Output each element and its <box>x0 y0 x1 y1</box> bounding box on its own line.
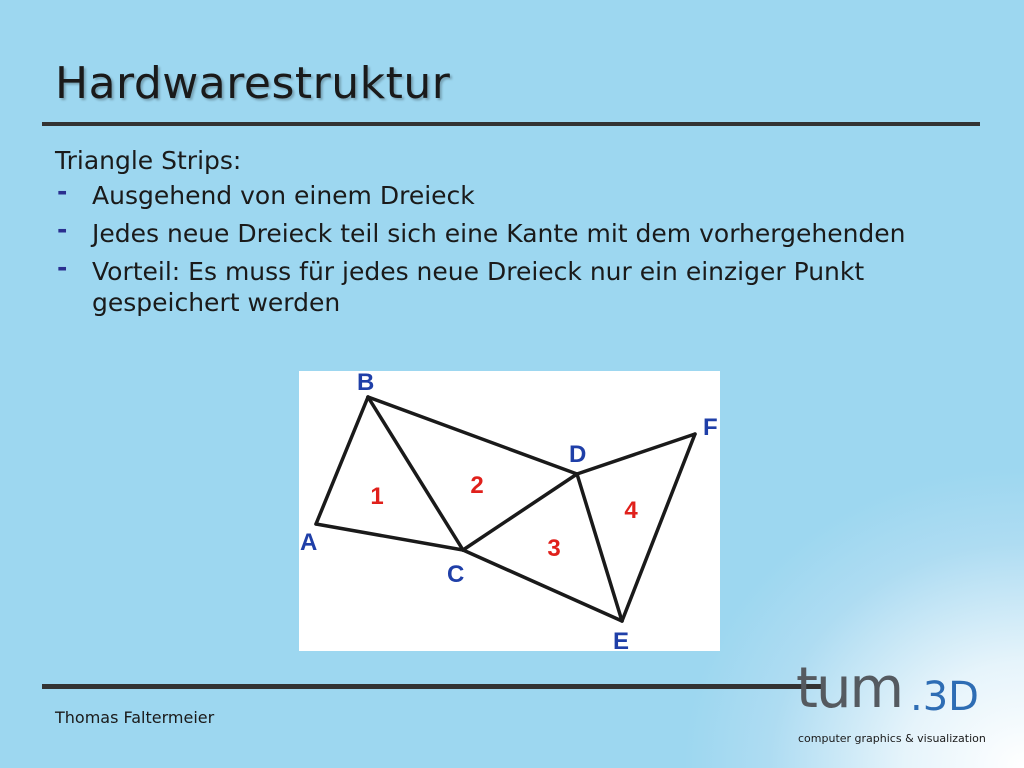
intro-text: Triangle Strips: <box>55 146 242 175</box>
vertex-label-a: A <box>300 529 318 556</box>
edge-BD <box>368 397 577 474</box>
bullet-item <box>55 253 955 318</box>
vertex-label-d: D <box>569 441 587 468</box>
bullet-dash-icon: - <box>57 215 68 244</box>
vertex-label-c: C <box>447 561 465 588</box>
logo-tagline: computer graphics & visualization <box>798 732 986 745</box>
tum3d-logo <box>796 656 996 754</box>
footer-divider <box>42 684 822 689</box>
edge-AC <box>316 524 463 550</box>
bullet-item <box>55 177 955 211</box>
slide-content <box>55 145 955 325</box>
logo-wordmark: tum <box>796 656 902 721</box>
edge-AB <box>316 397 368 524</box>
triangle-label-4: 4 <box>624 497 638 524</box>
bullet-dash-icon: - <box>57 253 68 282</box>
triangle-label-2: 2 <box>470 472 484 499</box>
triangle-strip-diagram <box>299 371 720 651</box>
author-name: Thomas Faltermeier <box>55 708 215 727</box>
vertex-label-f: F <box>703 414 718 441</box>
vertex-label-e: E <box>613 628 630 651</box>
bullet-text: Jedes neue Dreieck teil sich eine Kante mit dem vorhergehenden <box>92 219 906 248</box>
vertex-label-b: B <box>357 371 375 396</box>
triangle-strip-svg <box>299 371 720 651</box>
title-divider <box>42 122 980 126</box>
edge-BC <box>368 397 463 550</box>
triangle-label-3: 3 <box>547 535 561 562</box>
bullet-text: Vorteil: Es muss für jedes neue Dreieck nur ein einziger Punkt gespeichert werden <box>92 257 865 317</box>
edge-DE <box>577 474 622 621</box>
triangle-label-1: 1 <box>370 483 384 510</box>
bullet-list <box>55 177 955 318</box>
bullet-dash-icon: - <box>57 177 68 206</box>
bullet-text: Ausgehend von einem Dreieck <box>92 181 475 210</box>
edge-CE <box>463 550 622 621</box>
logo-3d-mark: .3D <box>910 674 979 720</box>
edge-DF <box>577 434 695 474</box>
edge-EF <box>622 434 695 621</box>
bullet-item <box>55 215 955 249</box>
slide-title: Hardwarestruktur <box>55 58 451 109</box>
